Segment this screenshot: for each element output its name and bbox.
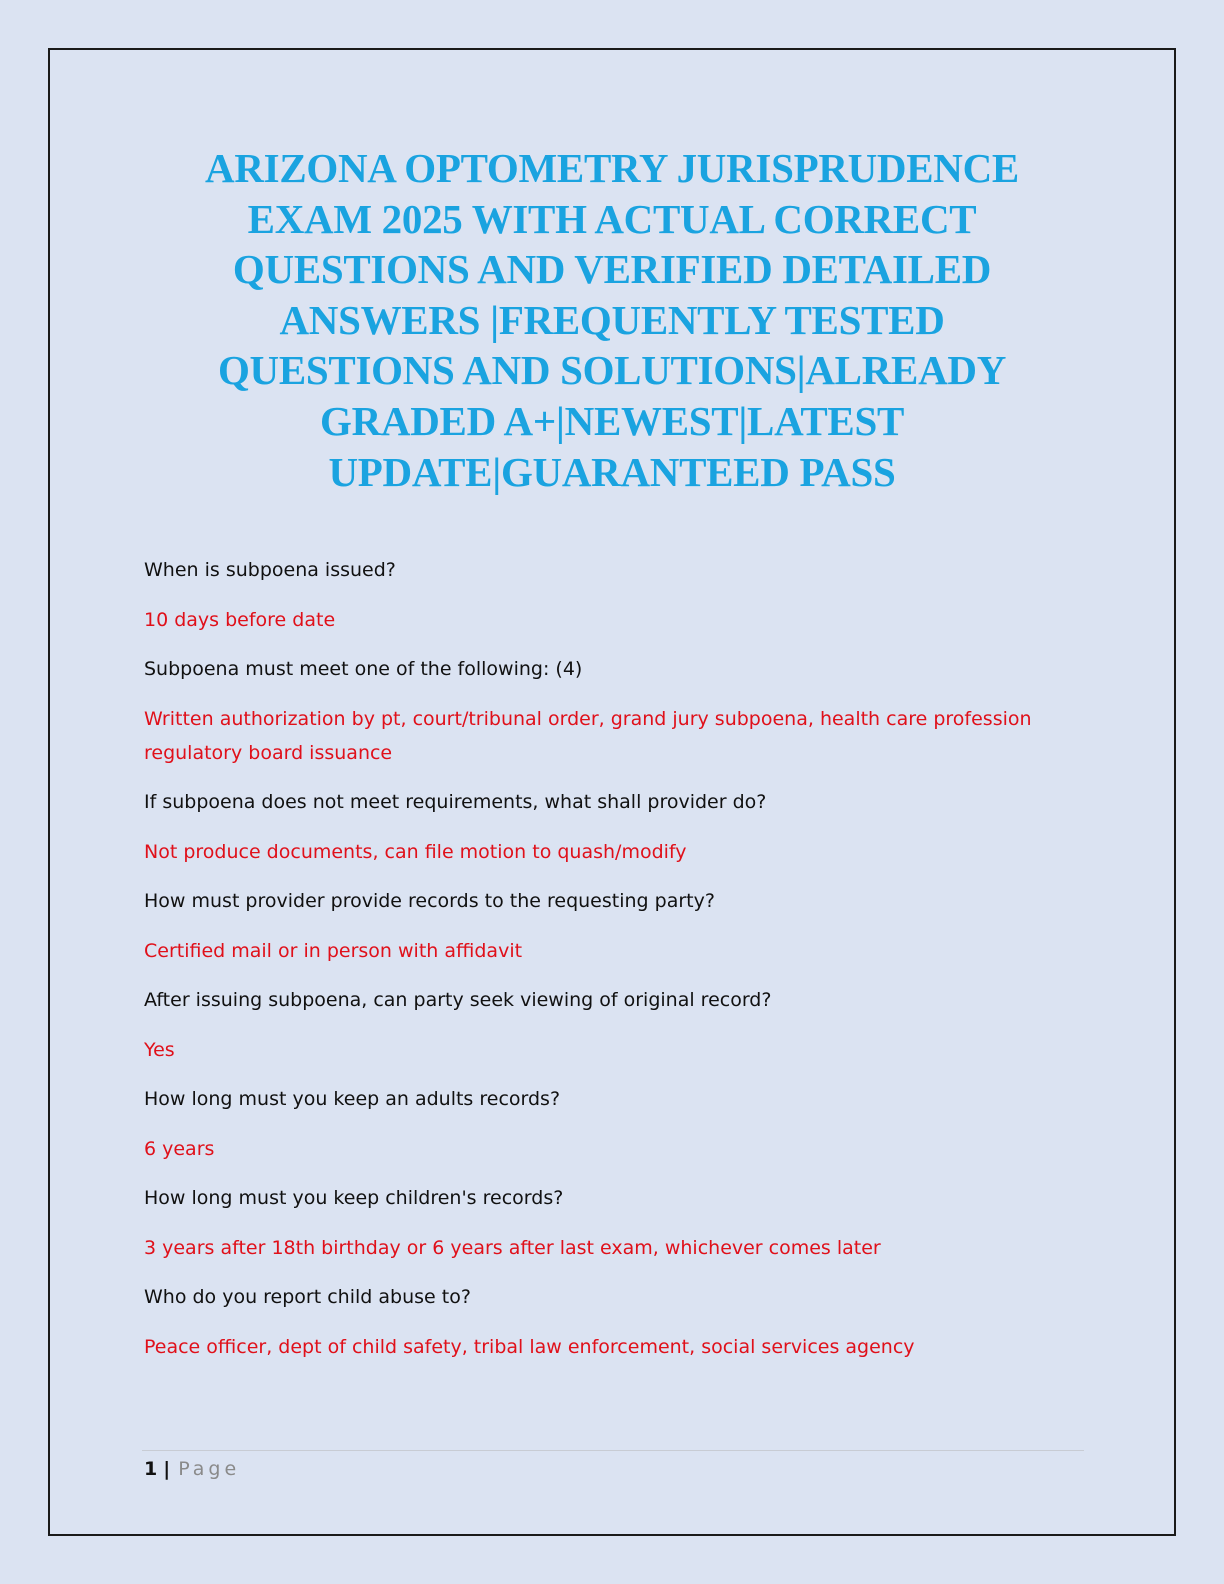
question-text: How long must you keep children's records?	[144, 1187, 564, 1209]
title-line: ANSWERS |FREQUENTLY TESTED	[279, 296, 945, 343]
qa-item	[144, 652, 1084, 785]
question-text: How long must you keep an adults records?	[144, 1088, 561, 1110]
title-line: UPDATE|GUARANTEED PASS	[328, 448, 896, 495]
question-text: Who do you report child abuse to?	[144, 1286, 471, 1308]
qa-item	[144, 553, 1084, 652]
qa-item	[144, 1181, 1084, 1280]
page-footer	[144, 1455, 240, 1483]
question-text: If subpoena does not meet requirements, what shall provider do?	[144, 791, 767, 813]
title-line: GRADED A+|NEWEST|LATEST	[320, 397, 904, 444]
title-line: QUESTIONS AND SOLUTIONS|ALREADY	[217, 347, 1007, 394]
answer-text: 6 years	[144, 1137, 215, 1160]
title-line: EXAM 2025 WITH ACTUAL CORRECT	[247, 195, 977, 242]
answer-text: Not produce documents, can file motion to quash/modify	[144, 840, 687, 863]
qa-list	[144, 553, 1084, 1379]
title-line: ARIZONA OPTOMETRY JURISPRUDENCE	[205, 145, 1019, 191]
answer-text: Yes	[144, 1038, 175, 1061]
answer-text: 3 years after 18th birthday or 6 years after last exam, whichever comes later	[144, 1236, 881, 1259]
page-label: Page	[178, 1458, 241, 1480]
footer-divider	[142, 1450, 1084, 1451]
qa-item	[144, 1280, 1084, 1379]
question-text: After issuing subpoena, can party seek viewing of original record?	[144, 989, 772, 1011]
answer-text: Written authorization by pt, court/tribunal order, grand jury subpoena, health care profession regulatory board issuance	[144, 707, 1032, 764]
answer-text: 10 days before date	[144, 608, 336, 631]
question-text: Subpoena must meet one of the following: (4)	[144, 658, 583, 680]
qa-item	[144, 983, 1084, 1082]
answer-text: Peace officer, dept of child safety, tribal law enforcement, social services agency	[144, 1335, 915, 1358]
title-line: QUESTIONS AND VERIFIED DETAILED	[232, 246, 992, 293]
question-text: When is subpoena issued?	[144, 559, 396, 581]
page-number: 1	[144, 1458, 158, 1480]
qa-item	[144, 884, 1084, 983]
qa-item	[144, 785, 1084, 884]
document-title	[140, 143, 1084, 497]
question-text: How must provider provide records to the requesting party?	[144, 890, 715, 912]
qa-item	[144, 1082, 1084, 1181]
footer-separator: |	[163, 1458, 171, 1480]
answer-text: Certified mail or in person with affidavit	[144, 939, 523, 962]
